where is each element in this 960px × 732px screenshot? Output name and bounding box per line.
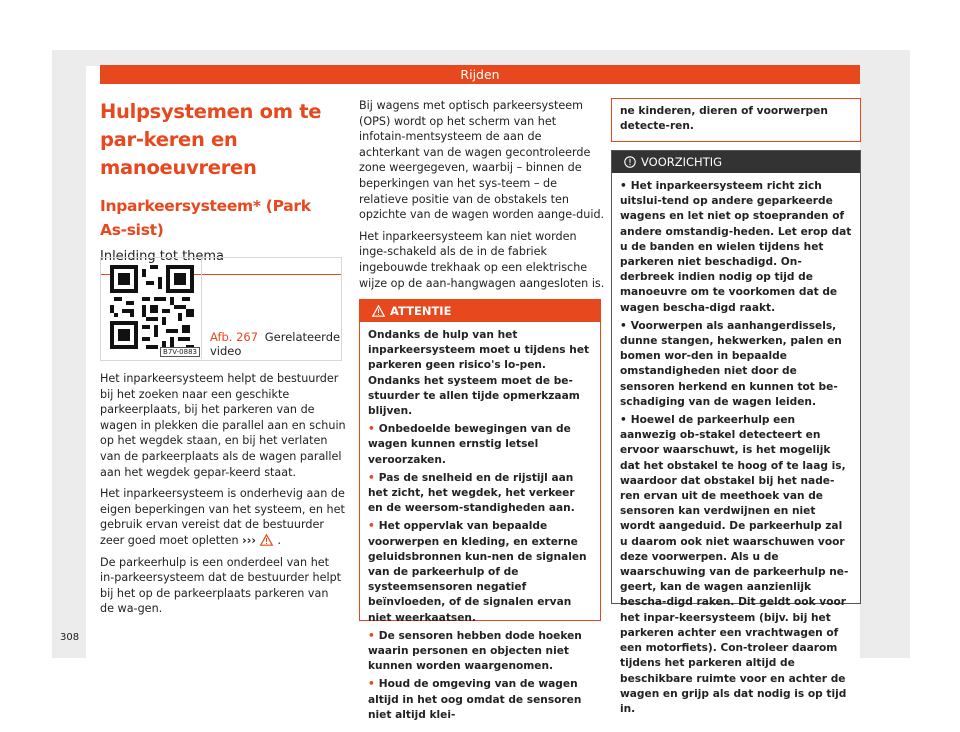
info-circle-icon <box>624 156 636 168</box>
caution-body <box>612 173 860 726</box>
cross-reference-arrow[interactable]: ››› <box>242 533 256 547</box>
paragraph-text: Het inparkeersysteem is onderhevig aan de eigen beperkingen van het systeem, en het gebruik ervan vereist dat de bestuurder zeer goed moet opletten <box>100 487 345 547</box>
figure-caption-text: Gerelateerde video <box>210 330 341 358</box>
page-title: Hulpsystemen om te par-keren en manoeuvreren <box>100 100 322 179</box>
section-header: Rijden <box>100 65 860 84</box>
column-2-text <box>359 98 605 297</box>
attention-item-text: Pas de snelheid en de rijstijl aan het zicht, het wegdek, het verkeer en de weersom-standigheden aan. <box>368 471 575 515</box>
caution-label: VOORZICHTIG <box>641 155 723 169</box>
attention-item <box>368 519 592 625</box>
qr-code-icon <box>110 265 194 349</box>
paragraph: De parkeerhulp is een onderdeel van het in-parkeersysteem dat de bestuurder helpt bij het op de parkeerplaats parkeren van de wa-gen. <box>100 555 342 616</box>
figure-caption <box>210 330 341 358</box>
paragraph: Bij wagens met optisch parkeersysteem (OPS) wordt op het scherm van het infotain-mentsysteem de aan de achterkant van de wagen gecontroleerde zone weergegeven, waarbij – binnen de beperkingen van het sys-teem – de relatieve positie van de obstakels ten opzichte van de wagen worden aange-duid. <box>359 99 605 222</box>
caution-box <box>611 150 861 715</box>
caution-item-text: Het inparkeersysteem richt zich uitslui-tend op andere geparkeerde wagens en let niet op stoepranden of andere omstandig-heden. Let erop dat u de banden en wielen tijdens het parkeren niet beschadigd. On-derbreek indien nodig op tijd de manoeuvre om te voorkomen dat de wagen bescha-digd raakt. <box>620 180 852 314</box>
figure-code: B7V-0883 <box>160 347 200 357</box>
caution-item-text: Hoewel de parkeerhulp een aanwezig ob-stakel detecteert en ervoor waarschuwt, is het mogelijk dat het obstakel te hoog of te laag is, waardoor dat obstakel bij het nade-ren ervan uit de meethoek van de sensoren kan verdwijnen en niet wordt aangeduid. De parkeerhulp zal u daarom ook niet waarschuwen voor deze voorwerpen. Als u de waarschuwing van de parkeerhulp ne-geert, kan de wagen aanzienlijk bescha-digd raken. Dit geldt ook voor het inpar-keersysteem (bijv. bij het parkeren achter een vrachtwagen of een motorfiets). Con-troleer daarom tijdens het parkeren altijd de beschikbare ruimte voor en achter de wagen en grijp als dat nodig is op tijd in. <box>620 414 849 715</box>
paragraph: Het inparkeersysteem kan niet worden inge-schakeld als de in de fabriek ingebouwde trekhaak op een elektrische wijze op de aan-hangwagen aangesloten is. <box>359 229 605 290</box>
attention-box <box>359 299 601 721</box>
attention-body <box>360 322 600 732</box>
paragraph: Het inparkeersysteem is onderhevig aan de eigen beperkingen van het systeem, en het gebruik ervan vereist dat de bestuurder zeer goed moet opletten ››› . <box>100 487 345 547</box>
qr-code[interactable] <box>102 259 202 359</box>
page-number: 308 <box>60 632 80 643</box>
section-subtitle: Inparkeersysteem* (Park As-sist) <box>100 197 311 239</box>
warning-triangle-icon[interactable] <box>260 534 273 546</box>
attention-item <box>368 677 592 723</box>
bullet-dot: • <box>620 180 627 192</box>
column-1-text <box>100 371 346 623</box>
attention-continuation: ne kinderen, dieren of voorwerpen detecte-ren. <box>611 98 861 142</box>
bullet-dot: • <box>368 629 375 642</box>
warning-triangle-icon <box>372 305 385 317</box>
bullet-dot: • <box>620 319 627 332</box>
heading-block <box>100 98 342 275</box>
attention-intro: Ondanks de hulp van het inparkeersysteem moet u tijdens het parkeren geen risico's lo-pen. Ondanks het systeem moet de be-stuurder te allen tijde opmerkzaam blijven. <box>368 329 590 418</box>
bullet-dot: • <box>368 471 375 484</box>
bullet-dot: • <box>368 520 375 533</box>
attention-item <box>368 629 592 675</box>
bullet-dot: • <box>368 678 375 691</box>
attention-item-text: Houd de omgeving van de wagen altijd in het oog omdat de sensoren niet altijd klei- <box>368 678 582 721</box>
attention-header <box>360 300 600 322</box>
bullet-dot: • <box>368 423 375 436</box>
figure-267 <box>100 257 342 361</box>
attention-item-text: Het oppervlak van bepaalde voorwerpen en kleding, en externe geluidsbronnen kun-nen de signalen van de parkeerhulp of de systeemsensoren negatief beïnvloeden, of de signalen ervan niet weerkaatsen. <box>368 520 587 624</box>
bullet-dot: • <box>620 414 627 427</box>
caution-item-text: Voorwerpen als aanhangerdissels, dunne stangen, hekwerken, palen en bomen wor-den in bepaalde omstandigheden niet door de sensoren herkend en kunnen tot be-schadiging van de wagen leiden. <box>620 319 842 408</box>
caution-item <box>620 179 852 316</box>
attention-label: ATTENTIE <box>390 304 452 318</box>
topic-intro-heading: Inleiding tot thema <box>100 248 342 275</box>
attention-item <box>368 471 592 517</box>
attention-item-text: Onbedoelde bewegingen van de wagen kunnen ernstig letsel veroorzaken. <box>368 423 571 466</box>
figure-number: Afb. 267 <box>210 330 259 344</box>
attention-item-text: De sensoren hebben dode hoeken waarin personen en objecten niet kunnen worden waargenomen. <box>368 629 582 673</box>
attention-item <box>368 422 592 468</box>
caution-header <box>612 151 860 173</box>
caution-item <box>620 413 852 717</box>
caution-item <box>620 319 852 410</box>
paragraph: Het inparkeersysteem helpt de bestuurder bij het zoeken naar een geschikte parkeerplaats, bij het parkeren van de wagen in plekken die parallel aan en schuin op het wegdek staan, en bij het verlaten van de parkeerplaats als de wagen parallel aan het wegdek gepar-keerd staat. <box>100 372 346 479</box>
